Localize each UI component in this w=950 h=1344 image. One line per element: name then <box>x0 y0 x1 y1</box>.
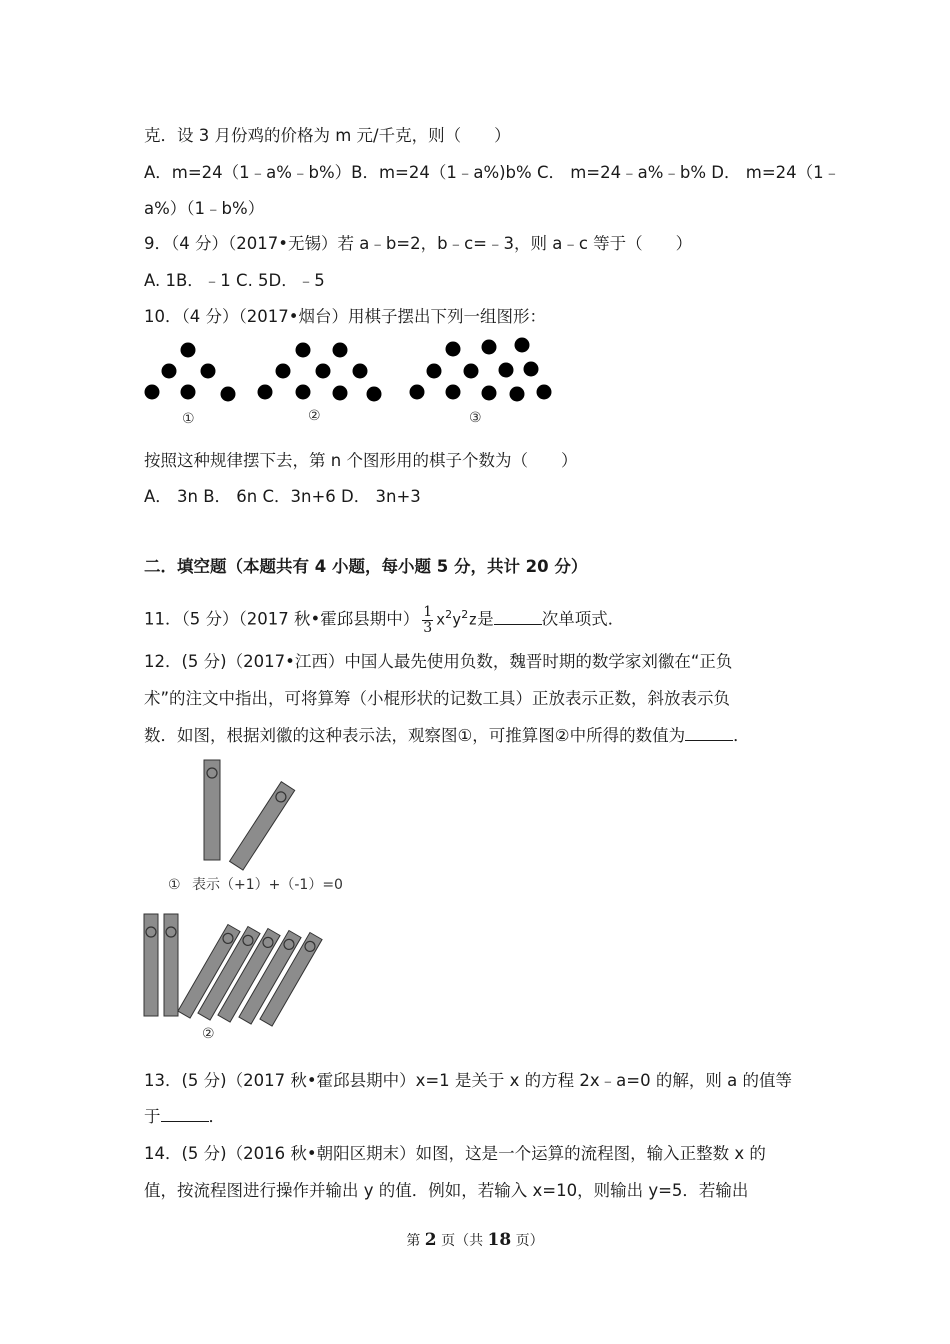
chess-piece <box>181 385 196 400</box>
chess-piece <box>316 364 331 379</box>
rods-figure-1 <box>168 760 343 893</box>
chess-piece <box>258 385 273 400</box>
chess-piece <box>410 385 425 400</box>
chess-piece <box>482 386 497 401</box>
chess-piece <box>276 364 291 379</box>
rods-fig1-label: ① <box>168 877 181 893</box>
var-y: y <box>452 610 462 629</box>
counting-rods-figure <box>140 756 360 1046</box>
question-9: 9．（4 分）（2017•无锡）若 a﹣b=2，b﹣c=﹣3，则 a﹣c 等于（ ） <box>144 234 693 253</box>
slanted-rod <box>230 782 295 870</box>
q12-text: 数．如图，根据刘徽的这种表示法，观察图①，可推算图②中所得的数值为 <box>144 726 686 745</box>
q13-line-2 <box>144 1106 225 1128</box>
chess-piece <box>524 362 539 377</box>
q8-options: A．m=24（1﹣a%﹣b%）B．m=24（1﹣a%)b% C． m=24﹣a%﹣b% D． m=24（1﹣ <box>144 163 841 182</box>
chess-piece <box>296 385 311 400</box>
chess-piece <box>145 385 160 400</box>
rods-fig1-text: 表示（+1）+（-1）=0 <box>192 877 343 893</box>
pattern-2 <box>258 343 382 425</box>
chess-piece <box>221 387 236 402</box>
q13-end: ． <box>208 1107 225 1126</box>
q12-line-2: 术”的注文中指出，可将算筹（小棍形状的记数工具）正放表示正数，斜放表示负 <box>144 689 731 708</box>
pattern-3 <box>410 338 552 427</box>
fraction <box>422 605 433 636</box>
answer-blank <box>685 726 733 741</box>
chess-piece <box>537 385 552 400</box>
exp-y: 2 <box>461 608 469 621</box>
chess-piece <box>499 363 514 378</box>
chess-piece <box>367 387 382 402</box>
q12-end: ． <box>733 726 750 745</box>
pattern-label: ② <box>308 408 321 424</box>
total-pages: 18 <box>487 1230 512 1250</box>
chess-piece <box>464 364 479 379</box>
chess-piece <box>510 387 525 402</box>
chess-piece <box>446 342 461 357</box>
q12-line-1: 12．(5 分)（2017•江西）中国人最先使用负数，魏晋时期的数学家刘徽在“正负 <box>144 652 733 671</box>
question-10: 10．（4 分）（2017•烟台）用棋子摆出下列一组图形： <box>144 307 546 326</box>
q9-options: A. 1B．﹣1 C. 5D．﹣5 <box>144 271 325 290</box>
q13-text: 于 <box>144 1107 161 1126</box>
chess-piece <box>515 338 530 353</box>
q13-line-1: 13．(5 分)（2017 秋•霍邱县期中）x=1 是关于 x 的方程 2x﹣a=0 的解，则 a 的值等 <box>144 1071 792 1090</box>
page-number: 2 <box>424 1230 437 1250</box>
chess-piece <box>353 364 368 379</box>
var-z: z <box>468 610 478 629</box>
footer-mid: 页（共 <box>441 1233 484 1249</box>
q11-prefix: 11．（5 分）（2017 秋•霍邱县期中） <box>144 609 420 629</box>
q11-suffix: 次单项式． <box>541 609 625 629</box>
pattern-label: ① <box>182 411 195 427</box>
fraction-numerator: 1 <box>423 603 433 620</box>
section-title: 二．填空题（本题共有 4 小题，每小题 5 分，共计 20 分） <box>144 557 588 576</box>
q10-options: A． 3n B． 6n C．3n+6 D． 3n+3 <box>144 487 421 506</box>
footer-post: 页） <box>515 1233 544 1249</box>
upright-rod <box>204 760 220 860</box>
chess-piece <box>296 343 311 358</box>
q14-line-2: 值，按流程图进行操作并输出 y 的值．例如，若输入 x=10，则输出 y=5．若输出 <box>144 1181 749 1200</box>
chess-piece <box>427 364 442 379</box>
question-11 <box>144 600 624 636</box>
chess-piece <box>201 364 216 379</box>
chess-piece <box>333 343 348 358</box>
text-line: 克．设 3 月份鸡的价格为 m 元/千克，则（ ） <box>144 126 511 145</box>
rods-fig2-label: ② <box>202 1026 215 1042</box>
chess-piece <box>162 364 177 379</box>
exp-x: 2 <box>445 608 453 621</box>
chess-piece <box>333 386 348 401</box>
pattern-1 <box>145 343 236 428</box>
answer-blank <box>161 1107 209 1122</box>
chess-piece <box>482 340 497 355</box>
chess-piece <box>446 385 461 400</box>
q14-line-1: 14．(5 分)（2016 秋•朝阳区期末）如图，这是一个运算的流程图，输入正整数 x 的 <box>144 1144 766 1163</box>
q11-mid: 是 <box>477 609 494 629</box>
footer-pre: 第 <box>406 1233 421 1249</box>
answer-blank <box>494 610 542 625</box>
var-x: x <box>436 610 446 629</box>
q12-line-3 <box>144 725 750 747</box>
chess-piece <box>181 343 196 358</box>
q8-options-cont: a%）（1﹣b%） <box>144 199 265 218</box>
page-footer <box>0 1230 950 1250</box>
rods-figure-2 <box>144 914 322 1042</box>
q10-stem: 按照这种规律摆下去，第 n 个图形用的棋子个数为（ ） <box>144 451 578 470</box>
pattern-label: ③ <box>469 410 482 426</box>
chess-pattern-figure <box>140 336 560 428</box>
fraction-denominator: 3 <box>423 619 433 636</box>
